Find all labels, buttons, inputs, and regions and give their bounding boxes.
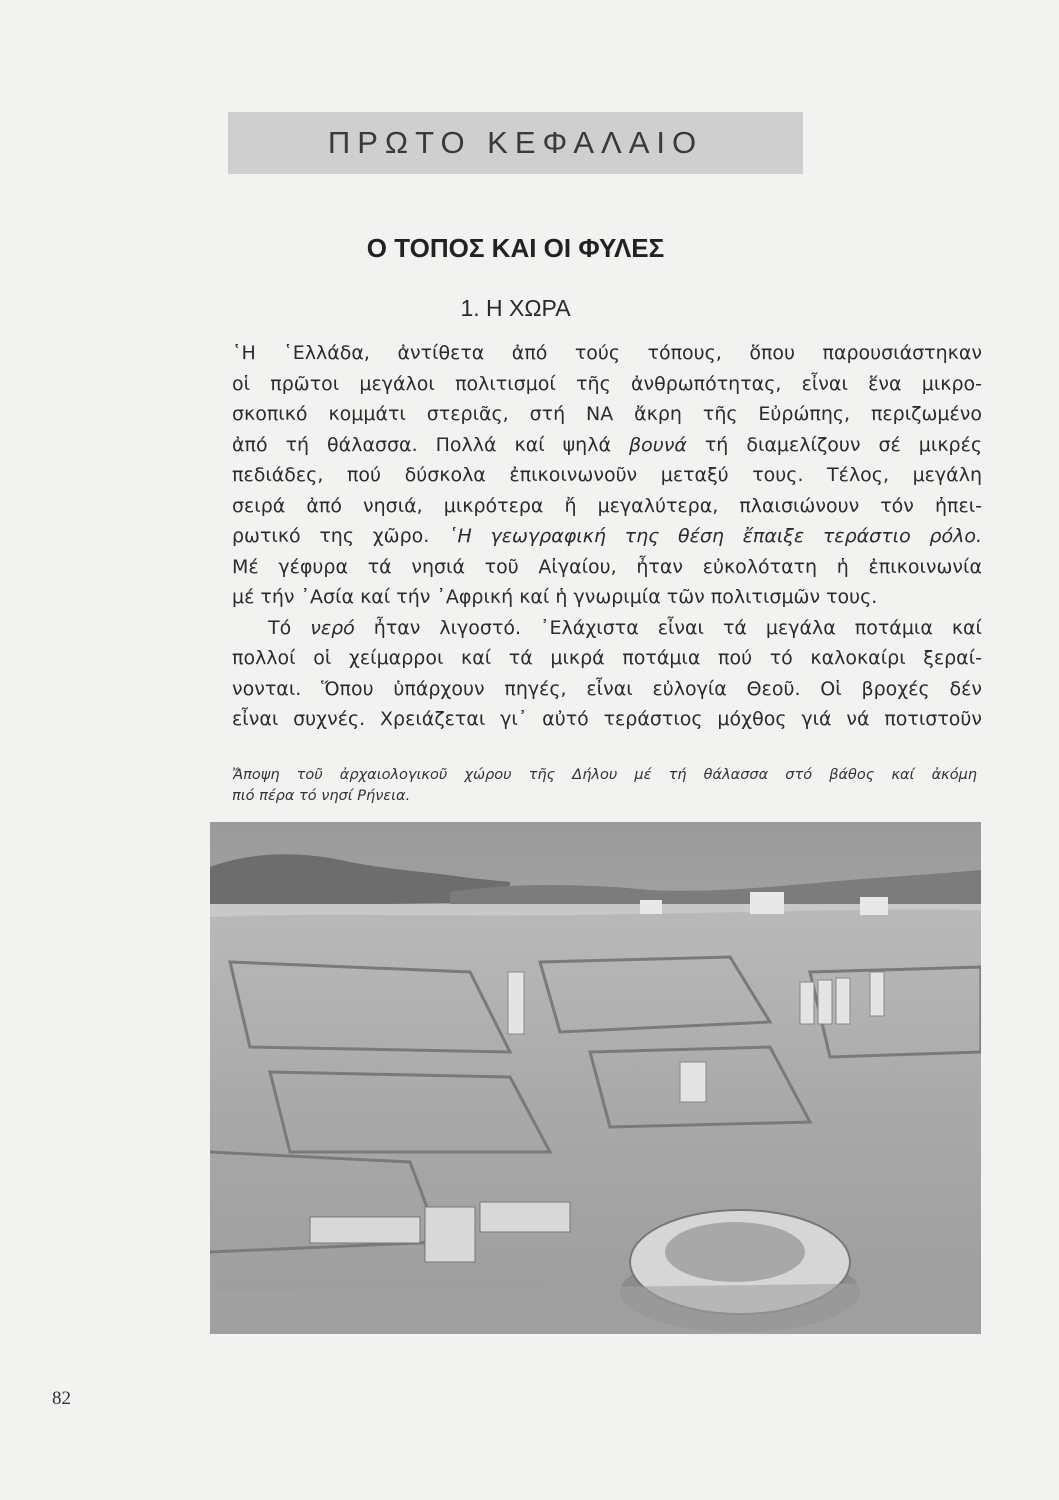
emphasis-mountains: βουνά — [628, 433, 687, 456]
page-number: 82 — [52, 1388, 71, 1409]
caption-line: Ἄποψη τοῦ ἀρχαιολογικοῦ χώρου τῆς Δήλου μέ τή θάλασσα στό βάθος καί ἀκόμη — [232, 767, 977, 783]
text-line: Μέ γέφυρα τά νησιά τοῦ Αἰγαίου, ἦταν εὐκολότατη ἡ ἐπικοινωνία — [232, 555, 982, 578]
caption-line: πιό πέρα τό νησί Ρήνεια. — [232, 788, 411, 804]
text-line: μέ τήν ᾿Ασία καί τήν ᾿Αφρική καί ἡ γνωριμία τῶν πολιτισμῶν τους. — [232, 586, 878, 608]
text-line — [232, 430, 982, 461]
text-line — [232, 613, 982, 644]
ground — [210, 909, 981, 1334]
text-run: ρωτικό της χῶρο. — [232, 525, 448, 547]
delos-archaeological-site-photo — [210, 822, 981, 1334]
text-run: Τό — [268, 616, 311, 639]
text-run: ἀπό τή θάλασσα. Πολλά καί ψηλά — [232, 433, 629, 456]
page-title: Ο ΤΟΠΟΣ ΚΑΙ ΟΙ ΦΥΛΕΣ — [366, 233, 665, 263]
text-line: πολλοί οἱ χείμαρροι καί τά μικρά ποτάμια πού τό καλοκαίρι ξεραί- — [232, 647, 982, 669]
section-heading: 1. Η ΧΩΡΑ — [460, 295, 571, 321]
text-line: πεδιάδες, πού δύσκολα ἐπικοινωνοῦν μεταξύ τους. Τέλος, μεγάλη — [232, 464, 982, 486]
text-line: σκοπικό κομμάτι στεριᾶς, στή ΝΑ ἄκρη τῆς Εὐρώπης, περιζωμένο — [232, 403, 982, 425]
photo-caption — [232, 765, 977, 807]
chapter-banner — [228, 112, 803, 174]
chapter-label: ΠΡΩΤΟ ΚΕΦΑΛΑΙΟ — [327, 125, 704, 160]
text-line: νονται. Ὅπου ὑπάρχουν πηγές, εἶναι εὐλογία Θεοῦ. Οἱ βροχές δέν — [232, 677, 982, 700]
text-line: οἱ πρῶτοι μεγάλοι πολιτισμοί τῆς ἀνθρωπότητας, εἶναι ἕνα μικρο- — [232, 372, 982, 395]
photo-illustration — [210, 822, 981, 1334]
text-run: ἦταν λιγοστό. ᾿Ελάχιστα εἶναι τά μεγάλα ποτάμια καί — [354, 616, 982, 639]
text-line: σειρά ἀπό νησιά, μικρότερα ἤ μεγαλύτερα, πλαισιώνουν τόν ἠπει- — [232, 494, 982, 517]
text-line: εἶναι συχνές. Χρειάζεται γι᾿ αὐτό τεράστιος μόχθος γιά νά ποτιστοῦν — [232, 708, 982, 730]
text-line: ῾Η ῾Ελλάδα, ἀντίθετα ἀπό τούς τόπους, ὅπου παρουσιάστηκαν — [232, 342, 982, 364]
text-run: τή διαμελίζουν σέ μικρές — [686, 433, 982, 456]
emphasis-geography: ῾Η γεωγραφική της θέση ἔπαιξε τεράστιο ρόλο. — [448, 525, 982, 547]
text-line — [232, 521, 982, 552]
emphasis-water: νερό — [310, 616, 355, 639]
body-text — [232, 338, 982, 735]
